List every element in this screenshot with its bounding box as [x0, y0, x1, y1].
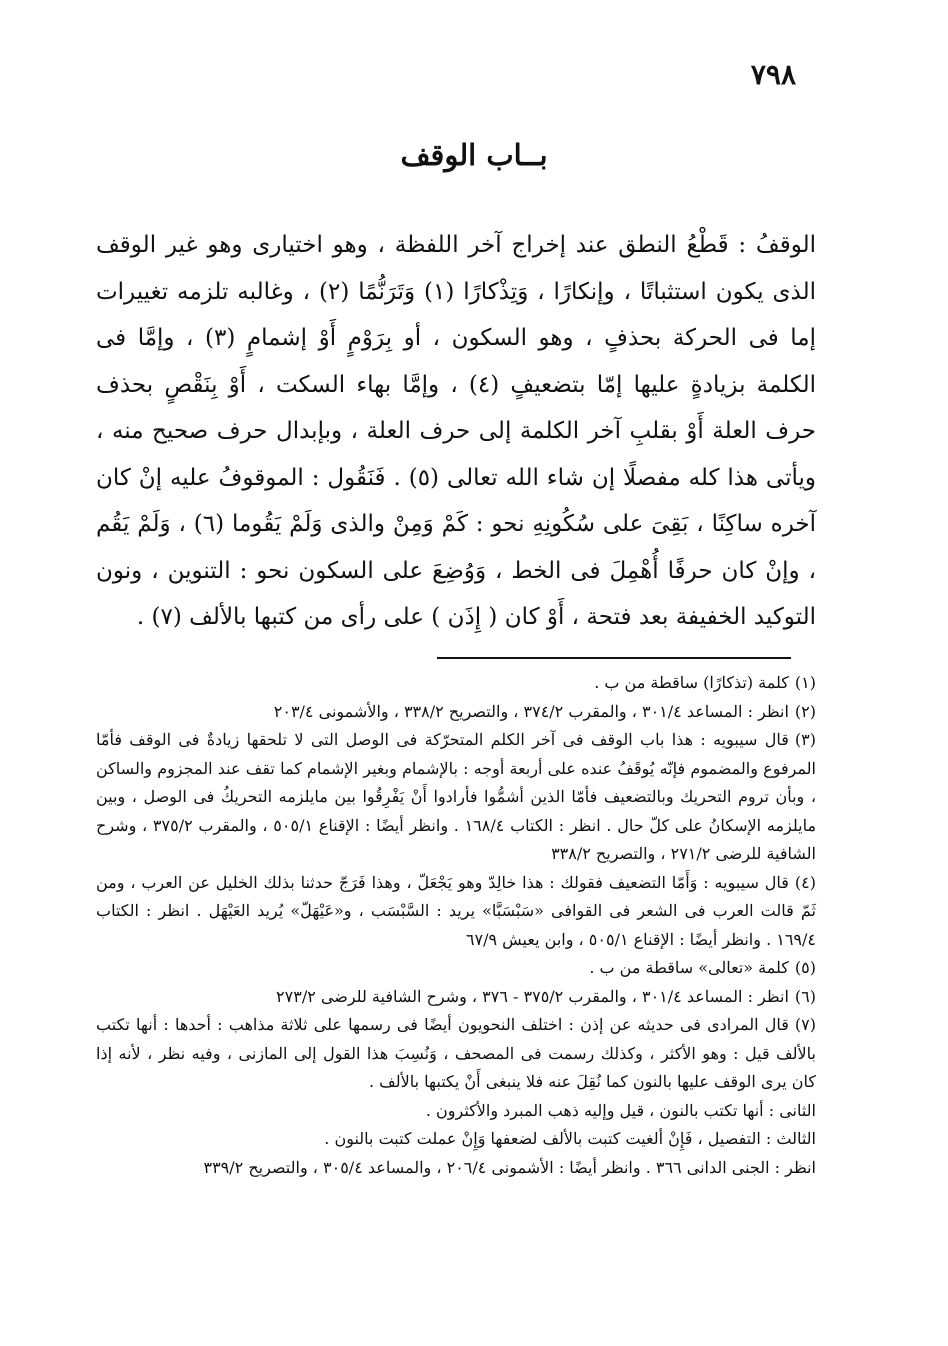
footnote-3: (٣)قال سيبويه : هذا باب الوقف فى آخر الكلم المتحرّكة فى الوصل التى لا تلحقها زيادةٌ فى الوقف فأمّا المرفوع والمضموم فإنّه يُوقَفُ عنده على أربعة أوجه : بالإشمام وبغير الإشمام كما تقف عند المجزوم والساكن ، وبأن تروم التحريك وبالتضعيف فأمّا الذين أشمُّوا فأرادوا أَنْ يَفْرِقُوا بين مايلزمه التحريكُ فى الوصل ، وبين مايلزمه الإسكانُ على كلّ حال . انظر : الكتاب ١٦٨/٤ . وانظر أيضًا : الإقناع ٥٠٥/١ ، والمقرب ٣٧٥/٢ ، وشرح الشافية للرضى ٢٧١/٢ ، والتصريح ٣٣٨/٢ [96, 730, 817, 863]
footnote-4: (٤)قال سيبويه : وَأَمّا التضعيف فقولك : هذا خالِدّ وهو يَجْعَلّ ، وهذا فَرَجّ حدثنا بذلك الخليل عن العرب ، ومن ثَمّ قالت العرب فى الشعر فى القوافى «سَبْسَبَّا» يريد : السَّبْسَب ، و«عَيْهَلّ» يُريد العَيْهَل . انظر : الكتاب ١٦٩/٤ . وانظر أيضًا : الإقناع ٥٠٥/١ ، وابن يعيش ٦٧/٩ [96, 872, 816, 949]
footnote-7-references: انظر : الجنى الدانى ٣٦٦ . وانظر أيضًا : الأشمونى ٢٠٦/٤ ، والمساعد ٣٠٥/٤ ، والتصريح ٣٣٩/٢ [203, 1157, 816, 1177]
footnote-2: (٢)انظر : المساعد ٣٠١/٤ ، والمقرب ٣٧٤/٢ ، والتصريح ٣٣٨/٢ ، والأشمونى ٢٠٣/٤ [273, 701, 816, 721]
footnote-7-third-view: الثالث : التفصيل ، فَإِنْ ألغيت كتبت بالألف لضعفها وَإِنْ عملت كتبت بالنون . [324, 1129, 816, 1148]
chapter-title: بــاب الوقف [400, 138, 548, 172]
footnote-1: (١)كلمة (تذكارًا) ساقطة من ب . [594, 673, 816, 692]
footnote-5: (٥)كلمة «تعالى» ساقطة من ب . [589, 958, 816, 977]
footnote-7: (٧)قال المرادى فى حديثه عن إذن : اختلف النحويون أيضًا فى رسمها على ثلاثة مذاهب : أحدها : أنها تكتب بالألف قيل : وهو الأكثر ، وكذلك رسمت فى المصحف ، وَنُسِبَ هذا القول إلى المازنى ، وفيه نظر ، لأنه إذا كان يرى الوقف عليها بالنون كما نُقِلَ عنه فلا ينبغى أَنْ يكتبها بالألف . [96, 1015, 816, 1091]
page-number: ٧٩٨ [750, 58, 796, 91]
footnote-6: (٦)انظر : المساعد ٣٠١/٤ ، والمقرب ٣٧٥/٢ - ٣٧٦ ، وشرح الشافية للرضى ٢٧٣/٢ [276, 986, 816, 1006]
footnote-7-second-view: الثانى : أنها تكتب بالنون ، قيل وإليه ذهب المبرد والأكثرون . [425, 1100, 816, 1120]
footnotes [96, 669, 816, 1182]
body-text: الوقفُ : قَطْعُ النطق عند إخراج آخر اللفظة ، وهو اختيارى وهو غير الوقف الذى يكون استثباتًا ، وإنكارًا ، وَتِذْكارًا (١) وَتَرَنُّمًا (٢) ، وغالبه تلزمه تغييرات إما فى الحركة بحذفٍ ، وهو السكون ، أو بِرَوْمٍ أَوْ إشمامٍ (٣) ، وإمَّا فى الكلمة بزيادةٍ عليها إمّا بتضعيفٍ (٤) ، وإمَّا بهاء السكت ، أَوْ بِنَقْصٍ بحذف حرف العلة أَوْ بقلبِ آخر الكلمة إلى حرف العلة ، وبإبدال حرف صحيح منه ، ويأتى هذا كله مفصلًا إن شاء الله تعالى (٥) . فَنَقُول : الموقوفُ عليه إنْ كان آخره ساكِنًا ، بَقِىَ على سُكُونِهِ نحو : كَمْ وَمِنْ والذى وَلَمْ يَقُوما (٦) ، وَلَمْ يَقُم ، وإنْ كان حرفًا أُهْمِلَ فى الخط ، وَوُضِعَ على السكون نحو : التنوين ، ونون التوكيد الخفيفة بعد فتحة ، أَوْ كان ( إِذَن ) على رأى من كتبها بالألف (٧) . [96, 232, 817, 630]
footnote-divider [437, 657, 791, 659]
